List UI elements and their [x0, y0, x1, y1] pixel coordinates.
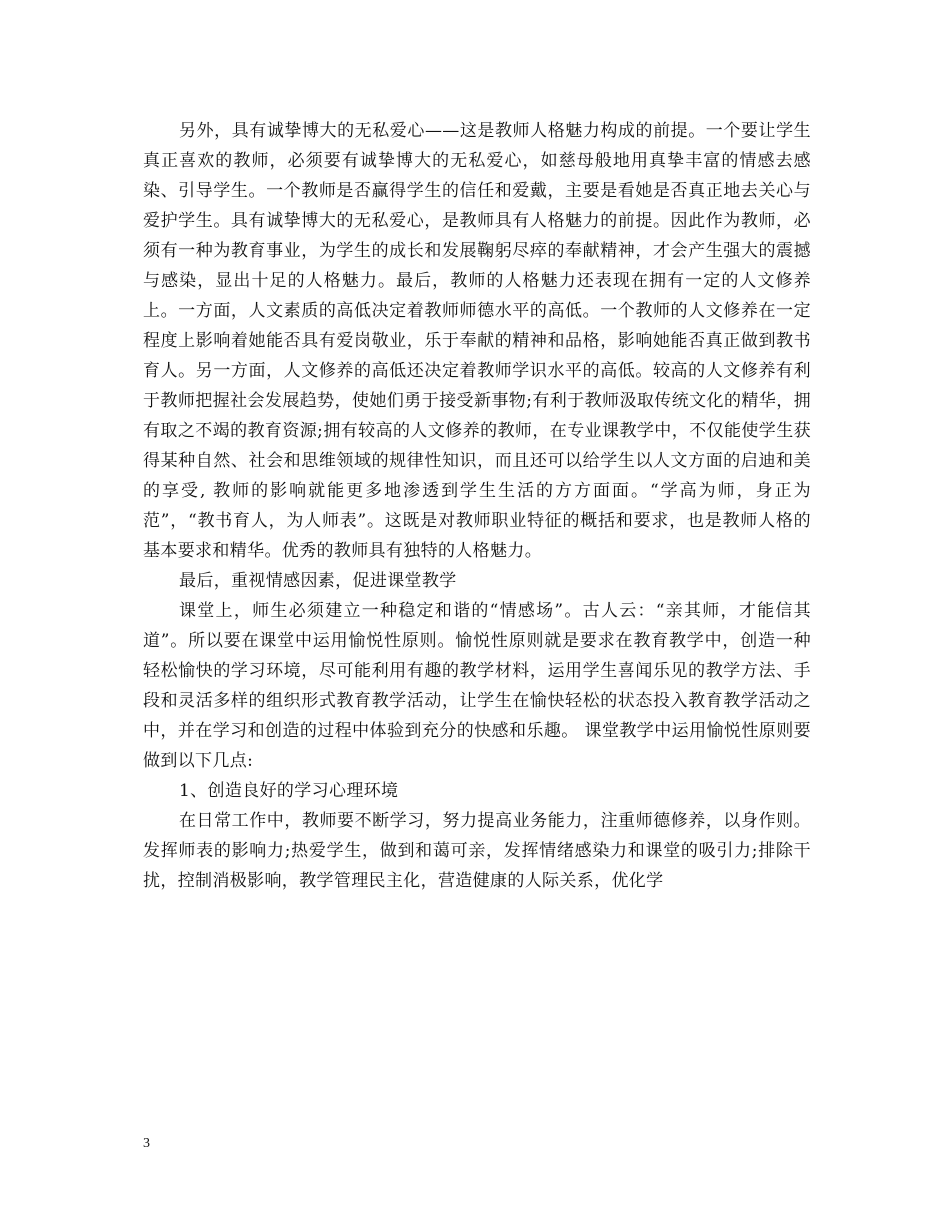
paragraph-teacher-charisma: 另外，具有诚挚博大的无私爱心——这是教师人格魅力构成的前提。一个要让学生真正喜欢的教师，必须要有诚挚博大的无私爱心，如慈母般地用真挚丰富的情感去感染、引导学生。一个教师是否赢得学生的信任和爱戴，主要是看她是否真正地去关心与爱护学生。具有诚挚博大的无私爱心，是教师具有人格魅力的前提。因此作为教师，必须有一种为教育事业，为学生的成长和发展鞠躬尽瘁的奉献精神，才会产生强大的震撼与感染，显出十足的人格魅力。最后，教师的人格魅力还表现在拥有一定的人文修养上。一方面，人文素质的高低决定着教师师德水平的高低。一个教师的人文修养在一定程度上影响着她能否具有爱岗敬业，乐于奉献的精神和品格，影响她能否真正做到教书育人。另一方面，人文修养的高低还决定着教师学识水平的高低。较高的人文修养有利于教师把握社会发展趋势，使她们勇于接受新事物;有利于教师汲取传统文化的精华，拥有取之不竭的教育资源;拥有较高的人文修养的教师，在专业课教学中，不仅能使学生获得某种自然、社会和思维领域的规律性知识，而且还可以给学生以人文方面的启迪和美的享受, 教师的影响就能更多地渗透到学生生活的方方面面。“学高为师，身正为范”，“教书育人，为人师表”。这既是对教师职业特征的概括和要求，也是教师人格的基本要求和精华。优秀的教师具有独特的人格魅力。: [143, 121, 811, 561]
paragraph-subheading-learning-environment: 1、创造良好的学习心理环境: [179, 781, 399, 801]
paragraph-section-heading: 最后，重视情感因素，促进课堂教学: [179, 571, 457, 591]
paragraph-daily-work: 在日常工作中，教师要不断学习，努力提高业务能力，注重师德修养，以身作则。发挥师表的影响力;热爱学生，做到和蔼可亲，发挥情绪感染力和课堂的吸引力;排除干扰，控制消极影响，教学管理民主化，营造健康的人际关系，优化学: [143, 811, 811, 891]
page-number: 3: [143, 1136, 150, 1151]
document-body: [143, 116, 811, 896]
paragraph-classroom-emotion: 课堂上，师生必须建立一种稳定和谐的“情感场”。古人云：“亲其师，才能信其道”。所以要在课堂中运用愉悦性原则。愉悦性原则就是要求在教育教学中，创造一种轻松愉快的学习环境，尽可能利用有趣的教学材料，运用学生喜闻乐见的教学方法、手段和灵活多样的组织形式教育教学活动，让学生在愉快轻松的状态投入教育教学活动之中，并在学习和创造的过程中体验到充分的快感和乐趣。 课堂教学中运用愉悦性原则要做到以下几点:: [143, 601, 811, 771]
